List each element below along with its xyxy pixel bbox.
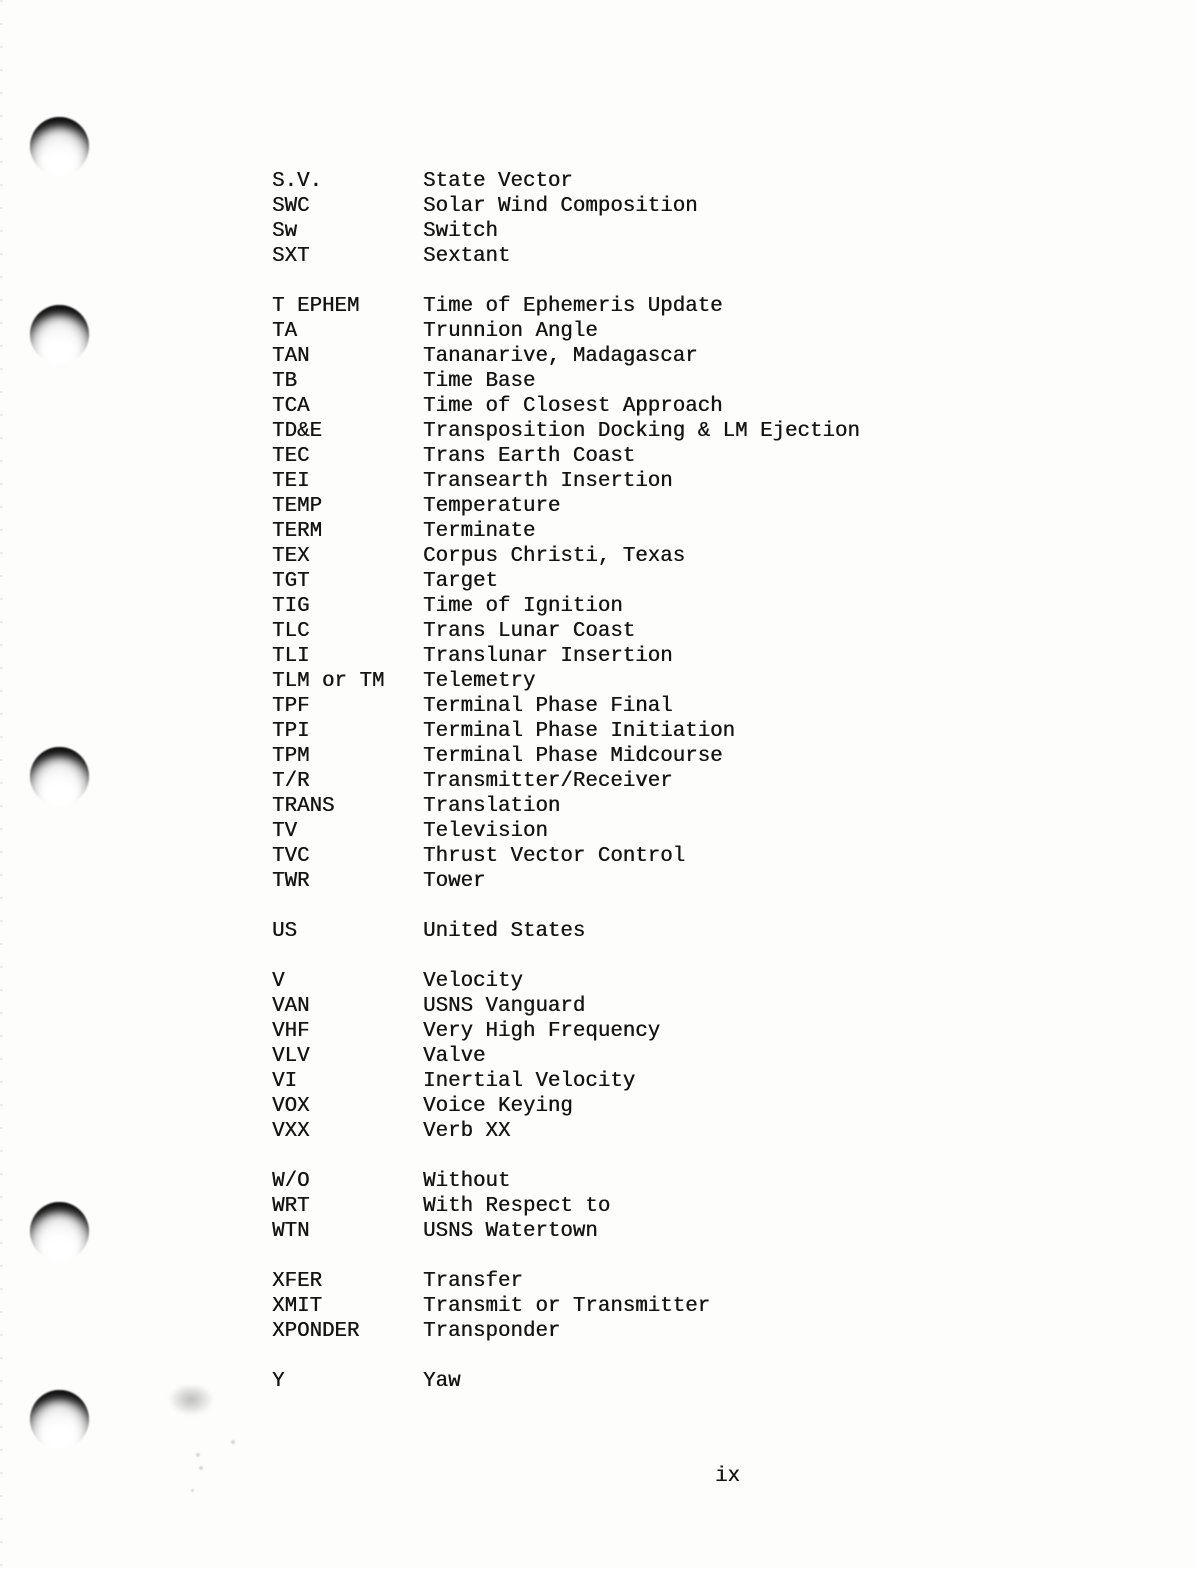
abbreviation-cell: T/R	[272, 770, 310, 793]
abbreviation-cell: TVC	[272, 845, 310, 868]
abbreviation-cell: TLI	[272, 645, 310, 668]
abbreviation-cell: XMIT	[272, 1295, 322, 1318]
glossary-row	[272, 869, 860, 894]
abbreviation-cell: VLV	[272, 1045, 310, 1068]
binder-hole	[30, 305, 89, 364]
binder-hole	[30, 1202, 89, 1261]
glossary-row	[272, 769, 860, 794]
abbreviation-group	[272, 969, 860, 1144]
glossary-row	[272, 1269, 860, 1294]
definition-cell: Solar Wind Composition	[423, 195, 698, 218]
abbreviation-cell: WRT	[272, 1195, 310, 1218]
glossary-row	[272, 1119, 860, 1144]
glossary-row	[272, 444, 860, 469]
definition-cell: With Respect to	[423, 1195, 611, 1218]
glossary-row	[272, 319, 860, 344]
scan-smudge	[168, 1386, 214, 1416]
definition-cell: Terminate	[423, 520, 536, 543]
glossary-row	[272, 569, 860, 594]
abbreviation-cell: TPF	[272, 695, 310, 718]
definition-cell: Tower	[423, 870, 486, 893]
glossary-row	[272, 294, 860, 319]
definition-cell: Translunar Insertion	[423, 645, 673, 668]
abbreviation-cell: TD&E	[272, 420, 322, 443]
abbreviation-group	[272, 919, 860, 944]
abbreviation-cell: TPI	[272, 720, 310, 743]
definition-cell: Time Base	[423, 370, 536, 393]
definition-cell: Corpus Christi, Texas	[423, 545, 686, 568]
abbreviation-cell: TCA	[272, 395, 310, 418]
definition-cell: Inertial Velocity	[423, 1070, 636, 1093]
scan-speck	[191, 1489, 194, 1492]
glossary-row	[272, 969, 860, 994]
glossary-row	[272, 469, 860, 494]
scan-speck	[199, 1466, 203, 1470]
abbreviation-cell: TEMP	[272, 495, 322, 518]
abbreviation-cell: TAN	[272, 345, 310, 368]
definition-cell: Without	[423, 1170, 511, 1193]
scan-speck	[196, 1453, 200, 1457]
abbreviation-cell: XFER	[272, 1270, 322, 1293]
abbreviation-cell: SXT	[272, 245, 310, 268]
glossary-row	[272, 494, 860, 519]
definition-cell: Yaw	[423, 1370, 461, 1393]
abbreviation-cell: VI	[272, 1070, 297, 1093]
abbreviation-cell: VAN	[272, 995, 310, 1018]
definition-cell: Trans Earth Coast	[423, 445, 636, 468]
abbreviation-cell: VHF	[272, 1020, 310, 1043]
abbreviation-group	[272, 1369, 860, 1394]
glossary-row	[272, 644, 860, 669]
abbreviation-cell: WTN	[272, 1220, 310, 1243]
glossary-row	[272, 1194, 860, 1219]
abbreviation-group	[272, 1169, 860, 1244]
glossary-row	[272, 719, 860, 744]
glossary-row	[272, 844, 860, 869]
definition-cell: Transearth Insertion	[423, 470, 673, 493]
glossary-row	[272, 544, 860, 569]
abbreviation-cell: VXX	[272, 1120, 310, 1143]
glossary-row	[272, 1069, 860, 1094]
abbreviation-cell: TEX	[272, 545, 310, 568]
definition-cell: Target	[423, 570, 498, 593]
glossary-row	[272, 1044, 860, 1069]
glossary-row	[272, 919, 860, 944]
binder-hole	[30, 747, 89, 806]
abbreviation-cell: VOX	[272, 1095, 310, 1118]
abbreviation-cell: Sw	[272, 220, 297, 243]
glossary-row	[272, 994, 860, 1019]
glossary-row	[272, 1294, 860, 1319]
abbreviation-group	[272, 1269, 860, 1344]
definition-cell: Time of Closest Approach	[423, 395, 723, 418]
abbreviation-cell: V	[272, 970, 285, 993]
glossary-row	[272, 244, 860, 269]
abbreviations-list	[272, 169, 860, 1419]
definition-cell: Switch	[423, 220, 498, 243]
abbreviation-cell: TPM	[272, 745, 310, 768]
glossary-row	[272, 219, 860, 244]
glossary-row	[272, 694, 860, 719]
abbreviation-cell: TIG	[272, 595, 310, 618]
glossary-row	[272, 169, 860, 194]
abbreviation-cell: TLC	[272, 620, 310, 643]
glossary-row	[272, 419, 860, 444]
glossary-row	[272, 594, 860, 619]
definition-cell: Trunnion Angle	[423, 320, 598, 343]
definition-cell: Velocity	[423, 970, 523, 993]
glossary-row	[272, 1369, 860, 1394]
definition-cell: Trans Lunar Coast	[423, 620, 636, 643]
definition-cell: Terminal Phase Midcourse	[423, 745, 723, 768]
abbreviation-cell: TGT	[272, 570, 310, 593]
abbreviation-cell: US	[272, 920, 297, 943]
definition-cell: Voice Keying	[423, 1095, 573, 1118]
abbreviation-cell: S.V.	[272, 170, 322, 193]
definition-cell: Transponder	[423, 1320, 561, 1343]
binder-hole	[30, 117, 89, 176]
definition-cell: Tananarive, Madagascar	[423, 345, 698, 368]
abbreviation-cell: TEC	[272, 445, 310, 468]
glossary-row	[272, 619, 860, 644]
glossary-row	[272, 194, 860, 219]
definition-cell: Time of Ignition	[423, 595, 623, 618]
glossary-row	[272, 819, 860, 844]
glossary-row	[272, 1319, 860, 1344]
definition-cell: Transmit or Transmitter	[423, 1295, 711, 1318]
definition-cell: USNS Watertown	[423, 1220, 598, 1243]
definition-cell: Very High Frequency	[423, 1020, 661, 1043]
abbreviation-group	[272, 294, 860, 894]
glossary-row	[272, 369, 860, 394]
glossary-row	[272, 1094, 860, 1119]
abbreviation-cell: XPONDER	[272, 1320, 360, 1343]
abbreviation-cell: TA	[272, 320, 297, 343]
abbreviation-cell: TEI	[272, 470, 310, 493]
abbreviation-cell: TB	[272, 370, 297, 393]
definition-cell: Transmitter/Receiver	[423, 770, 673, 793]
abbreviation-cell: W/O	[272, 1170, 310, 1193]
scan-speck	[231, 1440, 235, 1444]
definition-cell: USNS Vanguard	[423, 995, 586, 1018]
glossary-row	[272, 794, 860, 819]
definition-cell: United States	[423, 920, 586, 943]
definition-cell: Thrust Vector Control	[423, 845, 686, 868]
definition-cell: Terminal Phase Initiation	[423, 720, 736, 743]
definition-cell: Time of Ephemeris Update	[423, 295, 723, 318]
abbreviation-cell: TRANS	[272, 795, 335, 818]
abbreviation-group	[272, 169, 860, 269]
glossary-row	[272, 394, 860, 419]
definition-cell: Transposition Docking & LM Ejection	[423, 420, 860, 443]
definition-cell: Temperature	[423, 495, 561, 518]
definition-cell: Telemetry	[423, 670, 536, 693]
abbreviation-cell: SWC	[272, 195, 310, 218]
definition-cell: Verb XX	[423, 1120, 511, 1143]
definition-cell: Television	[423, 820, 548, 843]
abbreviation-cell: TERM	[272, 520, 322, 543]
abbreviation-cell: TV	[272, 820, 297, 843]
binder-hole	[30, 1390, 89, 1449]
abbreviation-cell: Y	[272, 1370, 285, 1393]
glossary-row	[272, 1019, 860, 1044]
glossary-row	[272, 669, 860, 694]
abbreviation-cell: TLM or TM	[272, 670, 385, 693]
abbreviation-cell: T EPHEM	[272, 295, 360, 318]
glossary-row	[272, 744, 860, 769]
definition-cell: Transfer	[423, 1270, 523, 1293]
glossary-row	[272, 1169, 860, 1194]
definition-cell: Translation	[423, 795, 561, 818]
page-number: ix	[715, 1465, 740, 1488]
abbreviation-cell: TWR	[272, 870, 310, 893]
definition-cell: Terminal Phase Final	[423, 695, 673, 718]
definition-cell: Sextant	[423, 245, 511, 268]
definition-cell: State Vector	[423, 170, 573, 193]
definition-cell: Valve	[423, 1045, 486, 1068]
glossary-row	[272, 344, 860, 369]
glossary-row	[272, 519, 860, 544]
scan-edge-noise	[0, 0, 3, 1569]
glossary-row	[272, 1219, 860, 1244]
